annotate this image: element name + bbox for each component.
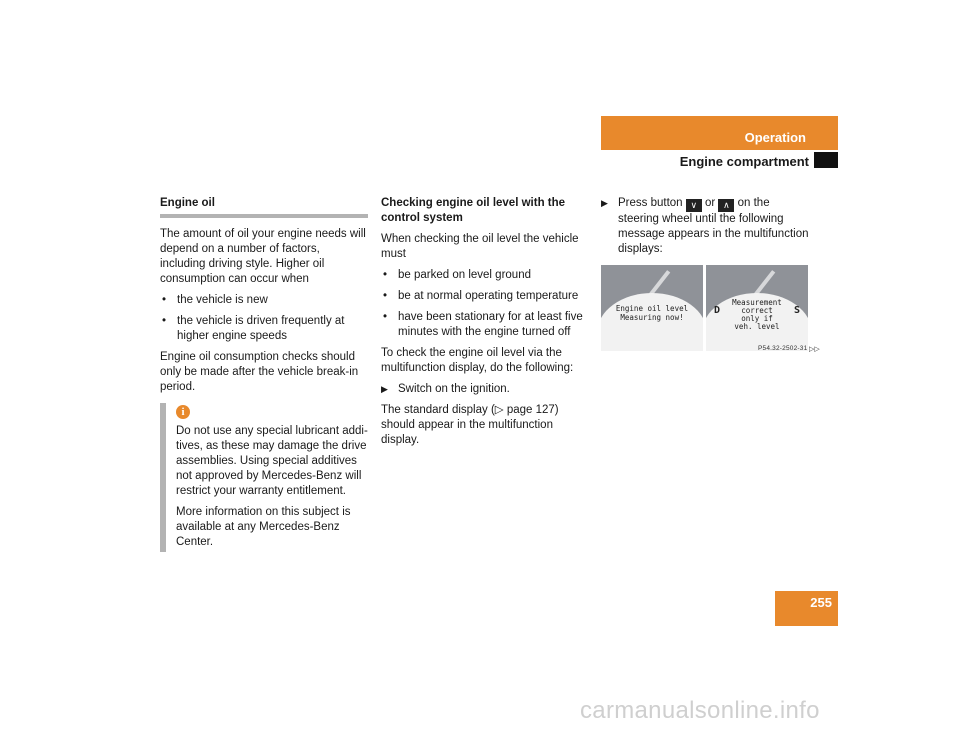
display-panel-right [706, 265, 808, 351]
gear-indicator-s: S [794, 305, 801, 316]
figure-code: P54.32-2502-31 [758, 345, 808, 352]
steering-key-up-icon: ∧ [718, 199, 734, 212]
display-line: Measuring now! [620, 313, 684, 322]
action-arrow-icon: ▶ [601, 198, 608, 208]
bullet-icon: • [383, 290, 388, 302]
display-line: Measurement [732, 298, 782, 307]
column-checking-oil [381, 196, 589, 454]
checking-oil-heading: Checking engine oil level with the control system [381, 197, 566, 224]
list-item: • be parked on level ground [383, 269, 531, 281]
section-subtitle: Engine compartment [679, 154, 809, 169]
to-check-text: To check the engine oil level via the multifunction display, do the following: [381, 347, 574, 374]
display-line: Engine oil level [615, 304, 689, 313]
steering-key-down-icon: ∨ [686, 199, 702, 212]
engine-oil-heading: Engine oil [160, 197, 215, 209]
bullet-icon: • [383, 269, 388, 281]
bullet-icon: • [162, 294, 167, 306]
gear-indicator-d: D [714, 305, 721, 316]
list-item: • the vehicle is driven frequently at higher engine speeds [162, 315, 345, 342]
multifunction-display-figure [601, 265, 820, 353]
watermark: carmanualsonline.info [580, 697, 820, 724]
action-step: ▶ Press button ∨ or ∧ on the steering wheel until the following message appears in the multifunction displays: [601, 197, 809, 255]
bullet-icon: • [162, 315, 167, 327]
column-engine-oil [160, 196, 368, 552]
header-title-block [601, 116, 838, 150]
note-bar [160, 403, 166, 552]
info-icon: i [176, 405, 190, 419]
standard-display-text: The standard display (▷ page 127) should appear in the multifunction display. [381, 404, 559, 446]
break-in-note: Engine oil consumption checks should only be made after the vehicle break-in period. [160, 351, 359, 393]
display-line: correct [741, 306, 773, 315]
action-step: ▶ Switch on the ignition. [381, 383, 510, 395]
page-number: 255 [775, 591, 838, 626]
list-item: • be at normal operating temperature [383, 290, 579, 302]
continued-arrow-icon: ▷▷ [809, 346, 820, 353]
display-panel-left [601, 265, 703, 351]
display-dial [601, 293, 703, 351]
column-press-button [601, 196, 820, 353]
info-note [160, 403, 368, 552]
display-line: only if [741, 314, 773, 323]
header-marker [814, 152, 838, 168]
action-arrow-icon: ▶ [381, 384, 388, 394]
display-line: veh. level [734, 322, 780, 331]
bullet-icon: • [383, 311, 388, 323]
engine-oil-intro: The amount of oil your engine needs will depend on a number of factors, including driving style. Higher oil consumption can occur when [160, 228, 366, 285]
section-title: Operation [744, 130, 806, 145]
info-note-text: Do not use any special lubricant addi-tives, as these may damage the drive assemblies. Using special additives not approved by Mercedes-Benz will restrict your warranty entitlement. [176, 425, 368, 497]
list-item: • have been stationary for at least five minutes with the engine turned off [383, 311, 583, 338]
info-note-text: More information on this subject is available at any Mercedes-Benz Center. [176, 506, 351, 548]
heading-rule [160, 214, 368, 218]
checking-oil-intro: When checking the oil level the vehicle must [381, 233, 579, 260]
list-item: • the vehicle is new [162, 294, 268, 306]
